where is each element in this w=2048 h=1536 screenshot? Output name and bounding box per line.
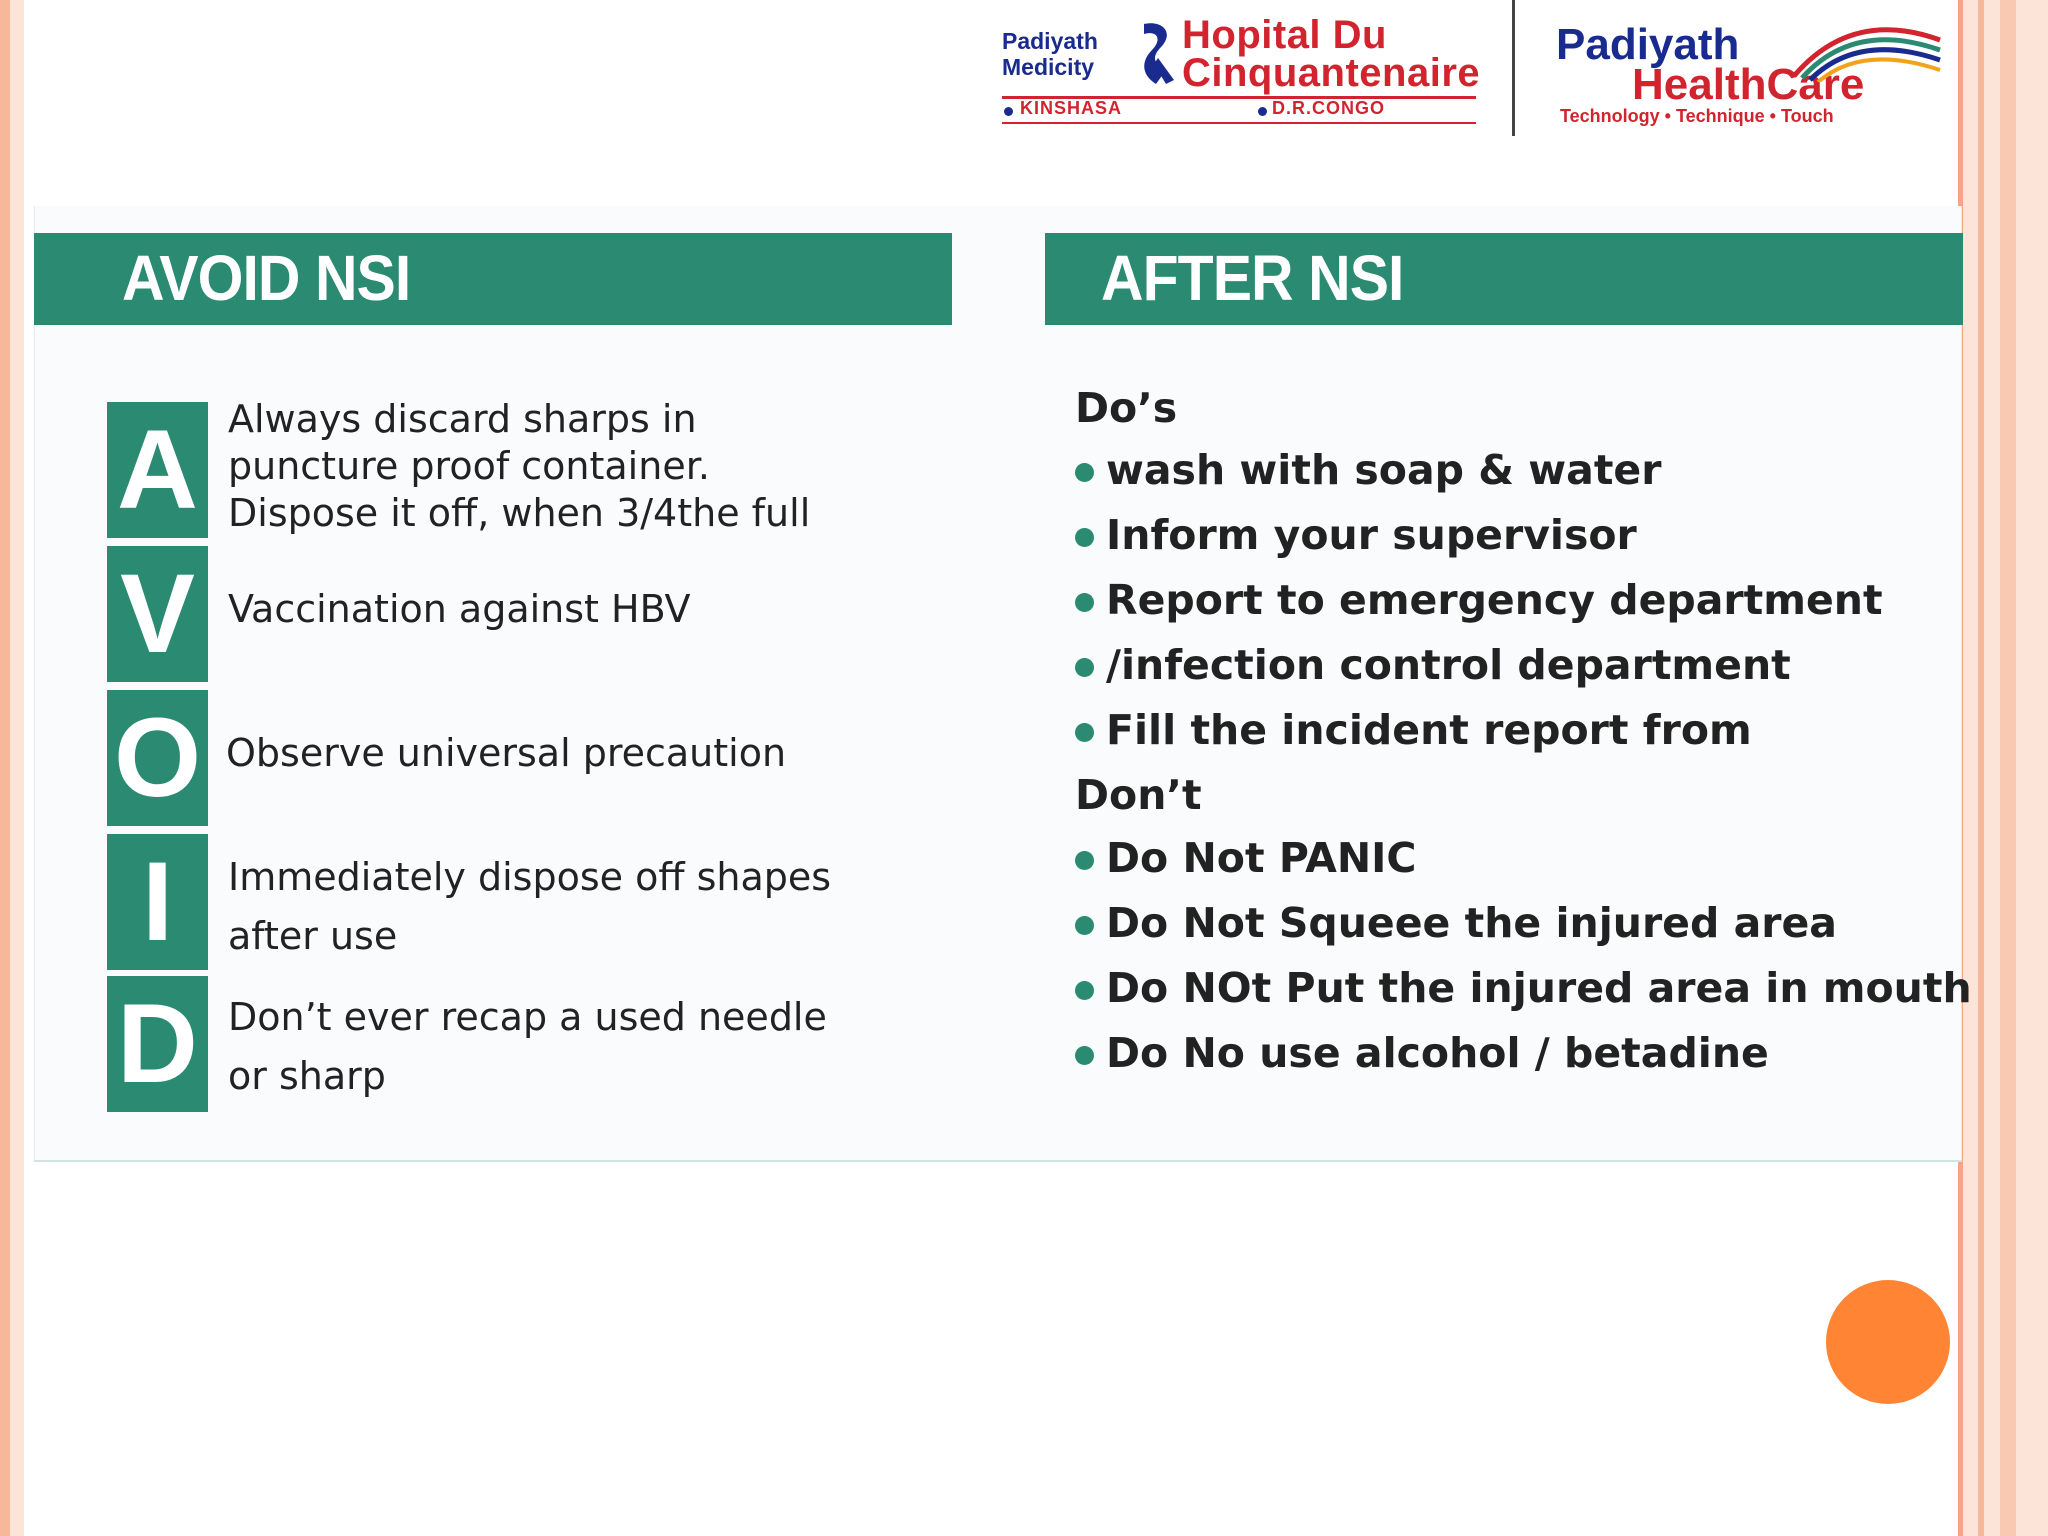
list-item: Do NOt Put the injured area in mouth — [1075, 964, 1972, 1012]
list-item: Do Not Squeee the injured area — [1075, 899, 1837, 947]
acronym-letter-v: V — [107, 546, 208, 682]
avoid-item-line: Don’t ever recap a used needle — [228, 995, 827, 1039]
avoid-item-o — [226, 730, 786, 777]
ribbon-icon — [1136, 18, 1178, 90]
avoid-item-v — [228, 586, 691, 633]
list-item: Fill the incident report from — [1075, 706, 1752, 754]
bullet-icon — [1075, 723, 1094, 742]
list-item: Inform your supervisor — [1075, 511, 1637, 559]
acronym-letter-i: I — [107, 834, 208, 970]
avoid-item-line: Dispose it off, when 3/4the full — [228, 491, 811, 535]
bullet-icon — [1075, 981, 1094, 1000]
logo-city-right: D.R.CONGO — [1272, 98, 1386, 118]
logo-brand-line1: Padiyath — [1002, 28, 1098, 54]
dot-icon — [1258, 107, 1267, 116]
bullet-icon — [1075, 593, 1094, 612]
dot-icon — [1004, 107, 1013, 116]
acronym-letter-o: O — [107, 690, 208, 826]
slide-frame-right-stripe — [2000, 0, 2016, 1536]
avoid-item-line: Immediately dispose off shapes — [228, 855, 832, 899]
logo-header — [996, 0, 1952, 140]
logo-hospital-name-line1: Hopital Du — [1182, 13, 1387, 57]
dos-heading: Do’s — [1075, 384, 1178, 432]
logo-healthcare-name-line2: HealthCare — [1632, 60, 1865, 109]
donts-heading: Don’t — [1075, 771, 1202, 819]
bullet-icon — [1075, 851, 1094, 870]
avoid-item-d — [228, 988, 827, 1106]
bullet-icon — [1075, 916, 1094, 935]
logo-hospital-name-line2: Cinquantenaire — [1182, 51, 1481, 95]
logo-brand-line2: Medicity — [1002, 54, 1095, 80]
acronym-letter-a: A — [107, 402, 208, 538]
list-item: Do No use alcohol / betadine — [1075, 1029, 1769, 1077]
avoid-item-i — [228, 848, 831, 966]
slide-frame-right-stripe — [1978, 0, 1984, 1536]
slide-frame-left-inner — [10, 0, 24, 1536]
hospital-logo — [996, 10, 1482, 130]
avoid-item-line: or sharp — [228, 1054, 386, 1098]
list-item: Do Not PANIC — [1075, 834, 1417, 882]
list-item: wash with soap & water — [1075, 446, 1661, 494]
avoid-item-line: Always discard sharps in — [228, 397, 697, 441]
avoid-nsi-header — [34, 233, 952, 325]
logo-city-left: KINSHASA — [1020, 98, 1123, 118]
logo-healthcare-tagline: Technology • Technique • Touch — [1560, 106, 1834, 126]
avoid-item-a — [228, 396, 810, 537]
list-item: /infection control department — [1075, 641, 1791, 689]
rainbow-arcs-icon — [1792, 12, 1942, 82]
bullet-icon — [1075, 528, 1094, 547]
avoid-item-line: puncture proof container. — [228, 444, 710, 488]
logo-divider — [1512, 0, 1515, 136]
after-nsi-title: AFTER NSI — [1101, 242, 1404, 314]
avoid-nsi-title: AVOID NSI — [122, 242, 411, 314]
bullet-icon — [1075, 1046, 1094, 1065]
logo-healthcare-name-line1: Padiyath — [1556, 20, 1740, 69]
slide-decoration-circle — [1826, 1280, 1950, 1404]
logo-rule — [1002, 122, 1476, 124]
avoid-item-line: Observe universal precaution — [226, 731, 787, 775]
avoid-item-line: after use — [228, 914, 398, 958]
slide-frame-left — [0, 0, 10, 1536]
avoid-item-line: Vaccination against HBV — [228, 587, 691, 631]
healthcare-logo — [1556, 12, 1946, 130]
acronym-letter-d: D — [107, 976, 208, 1112]
bullet-icon — [1075, 463, 1094, 482]
list-item: Report to emergency department — [1075, 576, 1883, 624]
after-nsi-header — [1045, 233, 1963, 325]
bullet-icon — [1075, 658, 1094, 677]
